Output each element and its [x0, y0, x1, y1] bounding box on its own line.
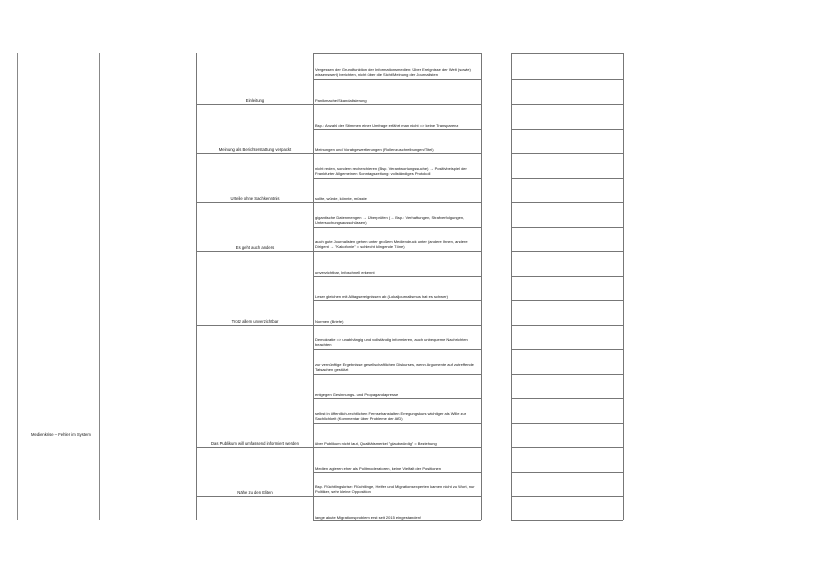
category-label: Nähe zu den Eliten — [237, 490, 273, 495]
content-separator — [313, 374, 481, 375]
notes-separator — [511, 300, 623, 301]
content-item: entgegen Gesinnungs- und Propagandapresse — [315, 392, 399, 397]
category-separator — [196, 153, 313, 154]
content-separator — [313, 325, 481, 326]
content-item: Demokratie => unabhängig und vollständig informieren, auch unbequeme Nachrichten beachten — [315, 337, 468, 348]
content-item: Meinungen und Vorabgewertierungen (Rollenzuschreibungen/Titel) — [315, 147, 434, 152]
category-separator — [196, 447, 313, 448]
content-separator — [313, 227, 481, 228]
content-item: Vergessen der Grundfunktion der Informationsmedien: Über Ereignisse der Welt (sowie) wissenswert) berichten, nicht über die Sicht/Meinung der Journalisten — [315, 67, 471, 78]
notes-separator — [511, 129, 623, 130]
category-separator — [196, 251, 313, 252]
category-label: Einleitung — [245, 98, 265, 103]
category-label: Meinung als Berichterstattung verpackt — [218, 147, 292, 152]
content-separator — [313, 104, 481, 105]
notes-separator — [511, 227, 623, 228]
notes-separator — [511, 447, 623, 448]
category-separator — [196, 325, 313, 326]
notes-separator — [511, 153, 623, 154]
content-separator — [313, 349, 481, 350]
content-separator — [313, 251, 481, 252]
notes-separator — [511, 398, 623, 399]
content-item: nicht reden, sondern recherchieren (Bsp. Verantwortungssuche) → Positivbeispiel der Frankfurter Allgemeinen Sonntagszeitung: vollständiges Protokoll — [315, 166, 467, 177]
content-item: Leser gleichen mit Alltagsereignissen ab (Lokaljournalismus hat es schwer) — [315, 294, 448, 299]
content-item: auch gute Journalisten gehen unter großem Mediendruck unter (andere Ihnen, andere Dirigent → "Kakofonie" = schlecht klingende Töne) — [315, 239, 468, 250]
content-top-border — [313, 53, 481, 54]
content-item: zur vernünftige Ergebnisse gesellschaftlichen Diskurses, wenn Argumente auf zutreffende Tatsachen gestützt — [315, 362, 474, 373]
content-separator — [313, 153, 481, 154]
category-label: Es geht auch anders — [235, 245, 275, 250]
content-separator — [313, 178, 481, 179]
column-divider-left — [17, 53, 18, 520]
notes-separator — [511, 349, 623, 350]
content-item: gigantische Datenmengen → Überprüfen (→ Bsp.: Verhaftungen, Strafverfolgungen, Untersuchungsausschüssen) — [315, 215, 465, 226]
notes-separator — [511, 423, 623, 424]
notes-separator — [511, 202, 623, 203]
category-column — [196, 53, 314, 520]
category-label: Trotz allem unverzichtbar — [231, 319, 279, 324]
notes-top-border — [511, 53, 623, 54]
notes-column — [511, 53, 624, 520]
column-divider-2 — [99, 53, 100, 520]
content-separator — [313, 202, 481, 203]
notes-separator — [511, 496, 623, 497]
category-separator — [196, 202, 313, 203]
notes-separator — [511, 520, 623, 521]
notes-separator — [511, 251, 623, 252]
notes-separator — [511, 472, 623, 473]
category-separator — [196, 104, 313, 105]
notes-separator — [511, 79, 623, 80]
content-separator — [313, 398, 481, 399]
content-item: Normen (Briefe) — [315, 319, 344, 324]
notes-separator — [511, 325, 623, 326]
content-separator — [313, 423, 481, 424]
content-separator — [313, 129, 481, 130]
content-separator — [313, 79, 481, 80]
content-separator — [313, 447, 481, 448]
notes-separator — [511, 276, 623, 277]
category-label: Das Publikum will umfassend informiert werden — [211, 441, 299, 446]
notes-separator — [511, 178, 623, 179]
content-item: unverzichtbar, Infoschnell erkennt — [315, 270, 375, 275]
content-item: über Publikum nicht laut, Qualitätsmerkel "glaubwürdig" = Beziehung — [315, 441, 437, 446]
content-item: Bsp.: Anzahl der Stimmen einer Umfrage erfährt man nicht => keine Transparenz — [315, 123, 459, 128]
content-separator — [313, 472, 481, 473]
content-separator — [313, 300, 481, 301]
content-item: Bsp. Flüchtlingskrise: Flüchtlinge, Helfer und Migrationsexperten kamen nicht zu Wort, nur Politiker, sehr kleine Opposition — [315, 484, 475, 495]
content-separator — [313, 496, 481, 497]
content-item: Medien agieren eher als Politmoderatoren, keine Vielfalt der Positionen — [315, 466, 442, 471]
content-item: Panikmache/Skandalisierung — [315, 98, 367, 103]
notes-separator — [511, 104, 623, 105]
category-separator — [196, 496, 313, 497]
main-category-label: Medienkrise – Fehler im System — [31, 432, 91, 437]
content-item: lange akute Migrationsproblem erst seit 2015 eingestanden! — [315, 515, 422, 520]
content-item: selbst in öffentlich-rechtlichen Fernsehanstalten Erregungskurs wichtiger als Wille zur Sachlichkeit (Kommentar über Probleme der AfD) — [315, 411, 467, 422]
notes-separator — [511, 374, 623, 375]
content-separator — [313, 276, 481, 277]
category-label: Urteile ohne Sachkenntnis — [230, 196, 280, 201]
content-item: sollte, würde, könnte, müsste — [315, 196, 367, 201]
